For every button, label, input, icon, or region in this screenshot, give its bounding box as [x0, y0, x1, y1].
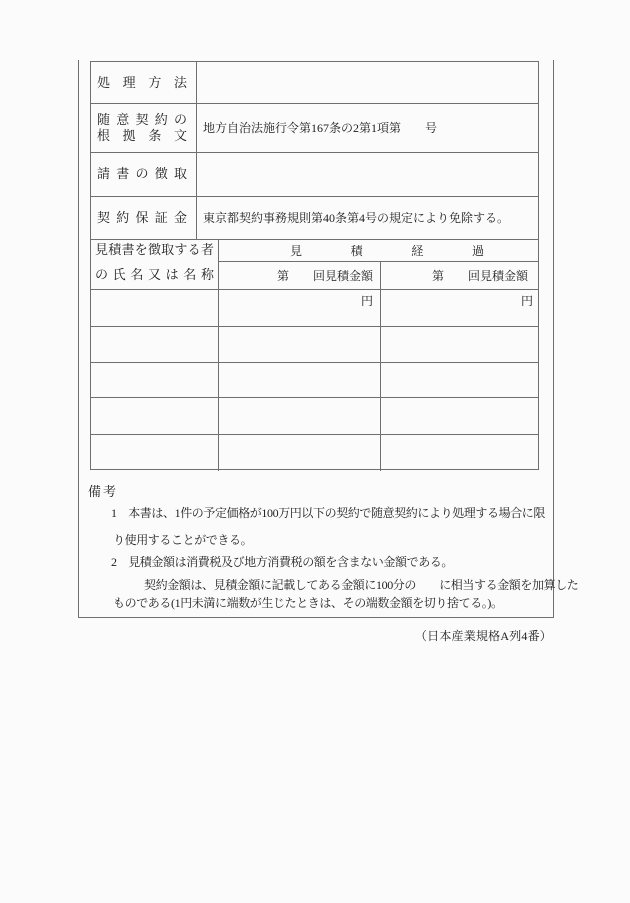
contract-deposit-value: 東京都契約事務規則第40条第4号の規定により免除する。 [203, 211, 510, 225]
remarks-line-4: 契約金額は、見積金額に記載してある金額に100分の に相当する金額を加算した [144, 578, 579, 592]
legal-basis-label-line2: 根 拠 条 文 [97, 127, 187, 143]
table-line [91, 397, 538, 398]
written-acceptance-field [203, 152, 538, 196]
remarks-line-2: り使用することができる。 [113, 533, 253, 547]
written-acceptance-label-text: 請 書 の 徴 取 [97, 166, 187, 181]
quotation-provider-label-line2: の 氏 名 又 は 名 称 [95, 267, 214, 282]
legal-basis-label [97, 103, 187, 152]
legal-basis-label-line1: 随 意 契 約 の [97, 111, 187, 127]
written-acceptance-label [97, 152, 187, 196]
legal-basis-value: 地方自治法施行令第167条の2第1項第 号 [203, 121, 438, 135]
contract-deposit-label-text: 契 約 保 証 金 [97, 209, 187, 225]
table-line [91, 362, 538, 363]
remarks-line-3: 2 見積金額は消費税及び地方消費税の額を含まない金額である。 [111, 555, 454, 569]
table-line [91, 434, 538, 435]
contract-deposit-label [97, 196, 187, 239]
processing-method-field [203, 62, 538, 103]
first-round-amount-header: 第 回見積金額 [276, 268, 373, 283]
estimate-history-header: 見 積 経 過 [290, 243, 484, 258]
contract-form-table [90, 61, 539, 470]
first-round-amount-yen-unit: 円 [360, 294, 373, 308]
processing-method-label-text: 処 理 方 法 [97, 74, 187, 90]
quotation-provider-label-line1: 見 積 書 を 徴 取 す る 者 [95, 242, 214, 257]
remarks-section [88, 481, 579, 613]
table-line [91, 326, 538, 327]
remarks-line-1: 1 本書は、1件の予定価格が100万円以下の契約で随意契約により処理する場合に限 [111, 506, 546, 520]
paper-size-note: （日本産業規格A列4番） [414, 629, 552, 643]
second-round-amount-yen-unit: 円 [520, 294, 533, 308]
remarks-line-5: ものである(1円未満に端数が生じたときは、その端数金額を切り捨てる。)。 [113, 596, 503, 610]
remarks-title: 備考 [88, 484, 119, 499]
second-round-amount-header: 第 回見積金額 [431, 268, 528, 283]
table-line [196, 62, 197, 239]
processing-method-label [97, 62, 187, 103]
quotation-provider-label [95, 239, 214, 289]
